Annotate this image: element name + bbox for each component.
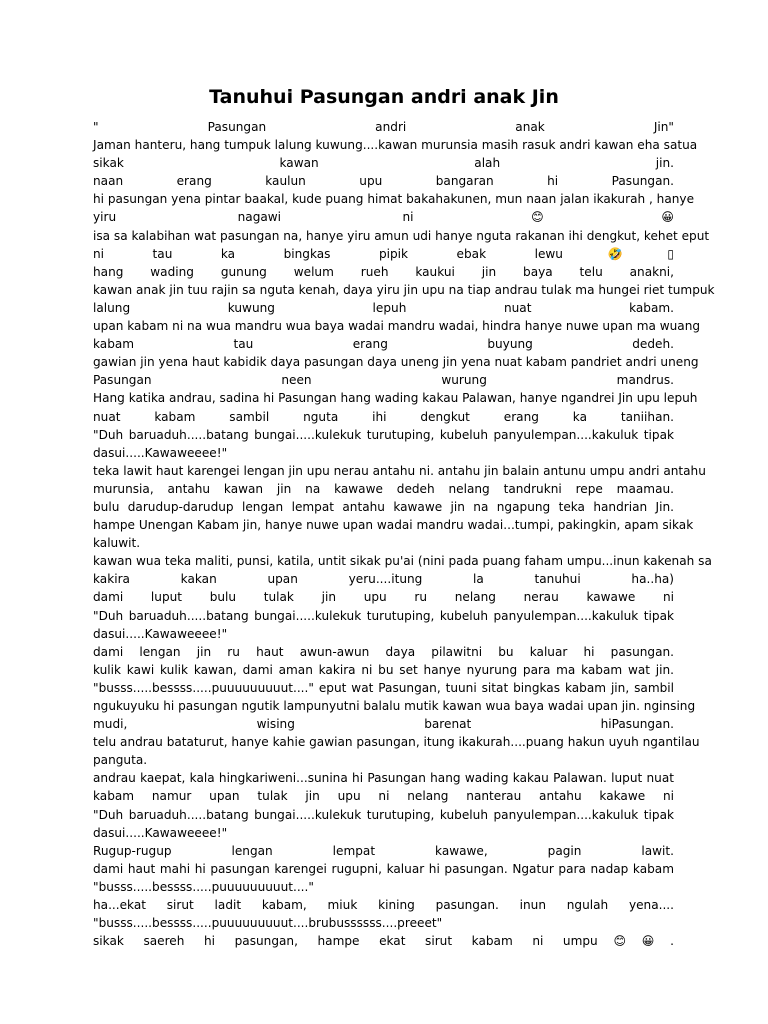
body-line: dami lengan jin ru haut awun-awun daya pilawitni bu kaluar hi pasungan. [93, 644, 674, 659]
body-line: hampe Unengan Kabam jin, hanye nuwe upan wadai mandru wadai...tumpi, pakingkin, apam sikak [93, 518, 694, 533]
body-line: sikak kawan alah jin. [93, 156, 674, 171]
body-line: "Duh baruaduh.....batang bungai.....kulekuk turutuping, kubeluh panyulempan....kakuluk tipak [93, 807, 674, 822]
body-line: isa sa kalabihan wat pasungan na, hanye yiru amun udi hanye nguta rakanan ihi dengkut, kehet eput [93, 228, 710, 243]
body-line: hi pasungan yena pintar baakal, kude puang himat bakahakunen, mun naan jalan ikakurah , hanye [93, 192, 695, 207]
body-line: murunsia, antahu kawan jin na kawawe dedeh nelang tandrukni repe maamau. [93, 481, 674, 496]
body-line: dasui.....Kawaweeee!" [93, 445, 228, 460]
body-line: telu andrau bataturut, hanye kahie gawian pasungan, itung ikakurah....puang hakun uyuh ngantilau [93, 735, 700, 750]
body-line: "busss.....bessss.....puuuuuuuuut...." [93, 879, 314, 894]
body-line: ngukuyuku hi pasungan ngutik lampunyutni balalu mutik kawan wua baya wadai upan jin. nginsing [93, 699, 696, 713]
body-line: mudi, wising barenat hiPasungan. [93, 717, 674, 732]
body-line: sikak saereh hi pasungan, hampe ekat sirut kabam ni umpu😊😀. [93, 934, 674, 949]
body-line: dami luput bulu tulak jin upu ru nelang nerau kawawe ni [93, 590, 674, 605]
body-line: kawan anak jin tuu rajin sa nguta kenah, daya yiru jin upu na tiap andrau tulak ma hungei riet tumpuk [93, 282, 715, 297]
body-line: lalung kuwung lepuh nuat kabam. [93, 300, 674, 315]
body-line: hang wading gunung welum rueh kaukui jin baya telu anakni, [93, 264, 674, 279]
body-line: nuat kabam sambil nguta ihi dengkut erang ka taniihan. [93, 409, 674, 424]
body-line: Jaman hanteru, hang tumpuk lalung kuwung....kawan murunsia masih rasuk andri kawan eha satua [93, 138, 698, 153]
body-line: yiru nagawi ni😊😀 [93, 210, 674, 225]
body-line: bulu darudup-darudup lengan lempat antahu kawawe jin na ngapung teka handrian Jin. [93, 499, 674, 514]
body-line: Hang katika andrau, sadina hi Pasungan hang wading kakau Palawan, hanye ngandrei Jin upu lepuh [93, 391, 698, 406]
body-line: panguta. [93, 753, 148, 768]
body-line: "Duh baruaduh.....batang bungai.....kulekuk turutuping, kubeluh panyulempan....kakuluk tipak [93, 608, 674, 623]
body-line: "busss.....bessss.....puuuuuuuuut....brubussssss....preeet" [93, 916, 443, 931]
body-line: " Pasungan andri anak Jin" [93, 120, 674, 134]
body-line: dami haut mahi hi pasungan karengei rugupni, kaluar hi pasungan. Ngatur para nadap kabam [93, 861, 674, 876]
body-line: "Duh baruaduh.....batang bungai.....kulekuk turutuping, kubeluh panyulempan....kakuluk tipak [93, 427, 674, 442]
body-line: ni tau ka bingkas pipik ebak lewu🤣▯ [93, 246, 674, 261]
body-line: andrau kaepat, kala hingkariweni...sunina hi Pasungan hang wading kakau Palawan. luput nuat [93, 771, 674, 786]
body-line: kabam namur upan tulak jin upu ni nelang nanterau antahu kakawe ni [93, 789, 674, 804]
body-line: ha...ekat sirut ladit kabam, miuk kining pasungan. inun ngulah yena.... [93, 898, 674, 913]
document-body [93, 118, 715, 950]
body-line: kaluwit. [93, 536, 141, 551]
body-line: kulik kawi kulik kawan, dami aman kakira ni bu set hanye nyurung para ma kabam wat jin. [93, 662, 674, 677]
body-line: dasui.....Kawaweeee!" [93, 825, 228, 840]
body-line: dasui.....Kawaweeee!" [93, 626, 228, 641]
document-title: Tanuhui Pasungan andri anak Jin [209, 86, 559, 108]
body-line: Rugup-rugup lengan lempat kawawe, pagin lawit. [93, 843, 674, 858]
body-line: teka lawit haut karengei lengan jin upu nerau antahu ni. antahu jin balain antunu umpu andri antahu [93, 463, 706, 478]
body-line: naan erang kaulun upu bangaran hi Pasungan. [93, 174, 674, 189]
body-line: upan kabam ni na wua mandru wua baya wadai mandru wadai, hindra hanye nuwe upan ma wuang [93, 319, 701, 334]
body-line: kabam tau erang buyung dedeh. [93, 337, 674, 352]
body-line: kakira kakan upan yeru....itung la tanuhui ha..ha) [93, 572, 674, 587]
body-line: "busss.....bessss.....puuuuuuuuut...." eput wat Pasungan, tuuni sitat bingkas kabam jin, sambil [93, 680, 674, 695]
body-line: gawian jin yena haut kabidik daya pasungan daya uneng jin yena nuat kabam pandriet andri uneng [93, 355, 699, 370]
body-line: Pasungan neen wurung mandrus. [93, 373, 674, 388]
body-line: kawan wua teka maliti, punsi, katila, untit sikak pu'ai (nini pada puang faham umpu...inun kakenah sa [93, 554, 712, 569]
